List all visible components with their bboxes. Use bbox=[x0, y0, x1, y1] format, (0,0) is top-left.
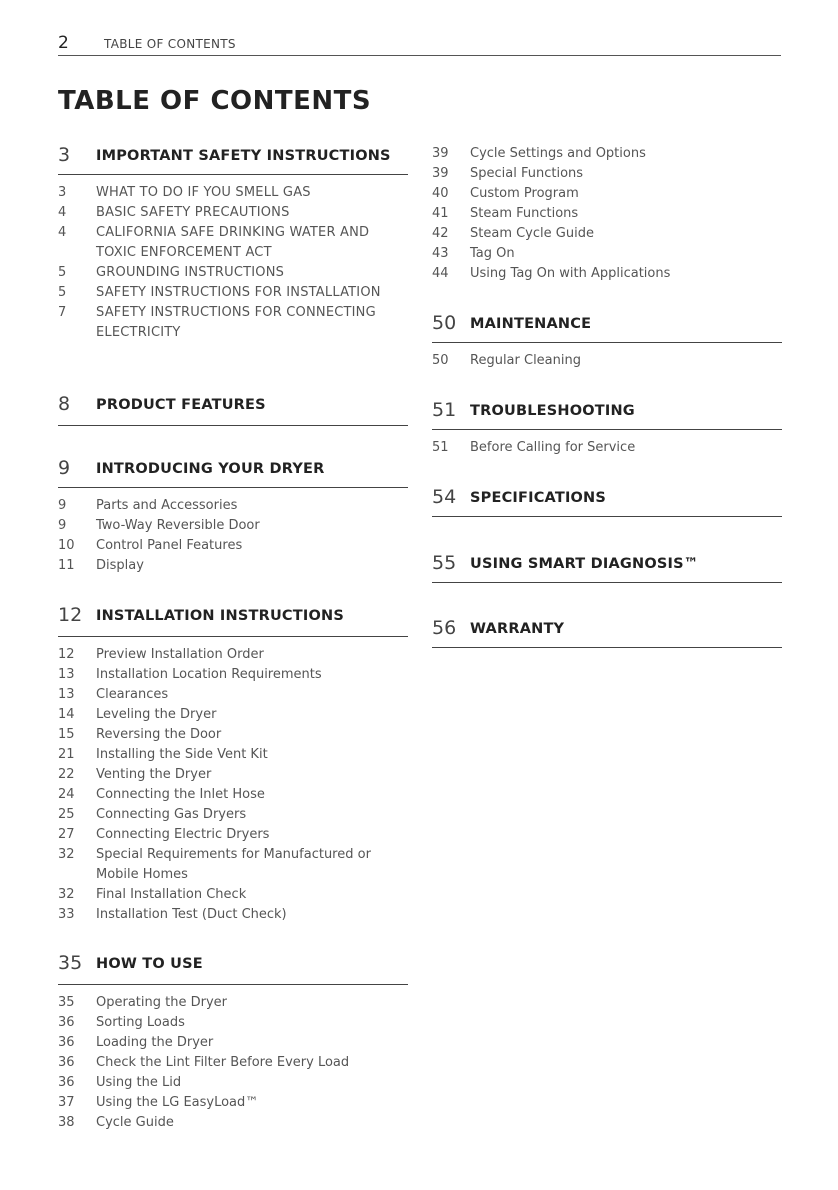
section-title: MAINTENANCE bbox=[470, 316, 592, 332]
section-title: USING SMART DIAGNOSIS™ bbox=[470, 556, 699, 572]
entry-page-number: 37 bbox=[58, 1095, 75, 1110]
toc-entry[interactable] bbox=[432, 204, 782, 224]
entry-title: Using the Lid bbox=[96, 1075, 182, 1090]
entry-page-number: 33 bbox=[58, 907, 75, 922]
entry-title: Cycle Guide bbox=[96, 1115, 174, 1130]
section-title: INSTALLATION INSTRUCTIONS bbox=[96, 608, 344, 624]
section-page-number: 3 bbox=[58, 144, 71, 166]
entry-title: Sorting Loads bbox=[96, 1015, 185, 1030]
entry-page-number: 4 bbox=[58, 205, 67, 220]
entry-title: Control Panel Features bbox=[96, 538, 243, 553]
header-label: TABLE OF CONTENTS bbox=[104, 37, 236, 51]
entry-title: Using Tag On with Applications bbox=[470, 266, 671, 281]
toc-entry[interactable] bbox=[432, 438, 782, 458]
entry-page-number: 15 bbox=[58, 727, 75, 742]
entry-title: Tag On bbox=[470, 246, 515, 261]
section-page-number: 54 bbox=[432, 486, 457, 508]
section-page-number: 51 bbox=[432, 399, 457, 421]
entry-title: Reversing the Door bbox=[96, 727, 222, 742]
section-page-number: 8 bbox=[58, 393, 71, 415]
section-items bbox=[432, 144, 782, 284]
entry-page-number: 36 bbox=[58, 1055, 75, 1070]
entry-page-number: 7 bbox=[58, 305, 67, 320]
toc-section-maintenance bbox=[432, 312, 782, 371]
entry-title: Cycle Settings and Options bbox=[470, 146, 646, 161]
section-title: SPECIFICATIONS bbox=[470, 490, 607, 506]
entry-title: Operating the Dryer bbox=[96, 995, 227, 1010]
entry-title: Special Requirements for Manufactured or Mobile Homes bbox=[96, 847, 371, 882]
toc-section-specifications bbox=[432, 486, 782, 517]
toc-entry[interactable] bbox=[432, 264, 782, 284]
page-number: 2 bbox=[58, 33, 69, 53]
entry-title: Steam Cycle Guide bbox=[470, 226, 594, 241]
section-heading[interactable] bbox=[432, 486, 782, 517]
entry-title: Custom Program bbox=[470, 186, 579, 201]
entry-page-number: 36 bbox=[58, 1015, 75, 1030]
section-title: PRODUCT FEATURES bbox=[96, 397, 266, 413]
entry-page-number: 40 bbox=[432, 186, 449, 201]
entry-page-number: 43 bbox=[432, 246, 449, 261]
entry-page-number: 42 bbox=[432, 226, 449, 241]
entry-page-number: 9 bbox=[58, 518, 67, 533]
toc-section-smart-diagnosis bbox=[432, 552, 782, 583]
toc-entry[interactable] bbox=[432, 224, 782, 244]
entry-page-number: 44 bbox=[432, 266, 449, 281]
entry-title: Connecting Gas Dryers bbox=[96, 807, 247, 822]
entry-title: BASIC SAFETY PRECAUTIONS bbox=[96, 205, 290, 220]
entry-title: Connecting the Inlet Hose bbox=[96, 787, 265, 802]
entry-title: Before Calling for Service bbox=[470, 440, 636, 455]
entry-title: Final Installation Check bbox=[96, 887, 247, 902]
entry-title: Connecting Electric Dryers bbox=[96, 827, 270, 842]
section-items bbox=[432, 438, 782, 458]
entry-title: Venting the Dryer bbox=[96, 767, 212, 782]
section-title: TROUBLESHOOTING bbox=[470, 403, 635, 419]
entry-title: Leveling the Dryer bbox=[96, 707, 217, 722]
entry-page-number: 12 bbox=[58, 647, 75, 662]
section-heading[interactable] bbox=[432, 617, 782, 648]
toc-section-continued bbox=[432, 144, 782, 284]
toc-entry[interactable] bbox=[432, 164, 782, 184]
section-page-number: 55 bbox=[432, 552, 457, 574]
entry-page-number: 22 bbox=[58, 767, 75, 782]
entry-page-number: 11 bbox=[58, 558, 75, 573]
toc-entry[interactable] bbox=[432, 184, 782, 204]
entry-title: Two-Way Reversible Door bbox=[96, 518, 260, 533]
section-title: HOW TO USE bbox=[96, 956, 203, 972]
entry-page-number: 32 bbox=[58, 887, 75, 902]
entry-page-number: 35 bbox=[58, 995, 75, 1010]
entry-title: CALIFORNIA SAFE DRINKING WATER AND TOXIC ENFORCEMENT ACT bbox=[96, 225, 370, 260]
entry-page-number: 39 bbox=[432, 146, 449, 161]
toc-entry[interactable] bbox=[432, 351, 782, 371]
section-title: WARRANTY bbox=[470, 621, 565, 637]
entry-page-number: 32 bbox=[58, 847, 75, 862]
toc-entry[interactable] bbox=[432, 244, 782, 264]
section-title: IMPORTANT SAFETY INSTRUCTIONS bbox=[96, 148, 391, 164]
section-heading[interactable] bbox=[432, 552, 782, 583]
entry-page-number: 4 bbox=[58, 225, 67, 240]
section-page-number: 9 bbox=[58, 457, 71, 479]
entry-page-number: 13 bbox=[58, 687, 75, 702]
section-heading[interactable] bbox=[432, 312, 782, 343]
entry-title: SAFETY INSTRUCTIONS FOR CONNECTING ELECTRICITY bbox=[96, 305, 376, 340]
section-heading[interactable] bbox=[432, 399, 782, 430]
entry-title: Check the Lint Filter Before Every Load bbox=[96, 1055, 350, 1070]
entry-page-number: 10 bbox=[58, 538, 75, 553]
section-page-number: 35 bbox=[58, 952, 83, 974]
page-title: TABLE OF CONTENTS bbox=[58, 86, 372, 116]
entry-page-number: 38 bbox=[58, 1115, 75, 1130]
entry-page-number: 41 bbox=[432, 206, 449, 221]
section-page-number: 50 bbox=[432, 312, 457, 334]
entry-title: SAFETY INSTRUCTIONS FOR INSTALLATION bbox=[96, 285, 381, 300]
entry-title: WHAT TO DO IF YOU SMELL GAS bbox=[96, 185, 311, 200]
entry-page-number: 5 bbox=[58, 285, 67, 300]
entry-page-number: 9 bbox=[58, 498, 67, 513]
entry-page-number: 25 bbox=[58, 807, 75, 822]
entry-title: Preview Installation Order bbox=[96, 647, 264, 662]
entry-page-number: 3 bbox=[58, 185, 67, 200]
entry-title: Steam Functions bbox=[470, 206, 579, 221]
toc-section-troubleshooting bbox=[432, 399, 782, 458]
entry-page-number: 14 bbox=[58, 707, 75, 722]
entry-title: Parts and Accessories bbox=[96, 498, 238, 513]
entry-title: Using the LG EasyLoad™ bbox=[96, 1095, 259, 1110]
entry-title: Clearances bbox=[96, 687, 169, 702]
entry-title: Display bbox=[96, 558, 144, 573]
entry-page-number: 36 bbox=[58, 1075, 75, 1090]
entry-title: Regular Cleaning bbox=[470, 353, 581, 368]
entry-page-number: 51 bbox=[432, 440, 449, 455]
entry-page-number: 5 bbox=[58, 265, 67, 280]
entry-page-number: 39 bbox=[432, 166, 449, 181]
section-page-number: 12 bbox=[58, 604, 83, 626]
entry-title: Installing the Side Vent Kit bbox=[96, 747, 268, 762]
entry-page-number: 50 bbox=[432, 353, 449, 368]
section-title: INTRODUCING YOUR DRYER bbox=[96, 461, 325, 477]
entry-title: Installation Location Requirements bbox=[96, 667, 322, 682]
toc-section-warranty bbox=[432, 617, 782, 648]
entry-title: Installation Test (Duct Check) bbox=[96, 907, 287, 922]
section-page-number: 56 bbox=[432, 617, 457, 639]
entry-title: GROUNDING INSTRUCTIONS bbox=[96, 265, 285, 280]
entry-page-number: 27 bbox=[58, 827, 75, 842]
entry-page-number: 24 bbox=[58, 787, 75, 802]
toc-entry[interactable] bbox=[432, 144, 782, 164]
entry-page-number: 36 bbox=[58, 1035, 75, 1050]
entry-page-number: 21 bbox=[58, 747, 75, 762]
section-items bbox=[432, 351, 782, 371]
entry-title: Loading the Dryer bbox=[96, 1035, 214, 1050]
entry-page-number: 13 bbox=[58, 667, 75, 682]
entry-title: Special Functions bbox=[470, 166, 584, 181]
